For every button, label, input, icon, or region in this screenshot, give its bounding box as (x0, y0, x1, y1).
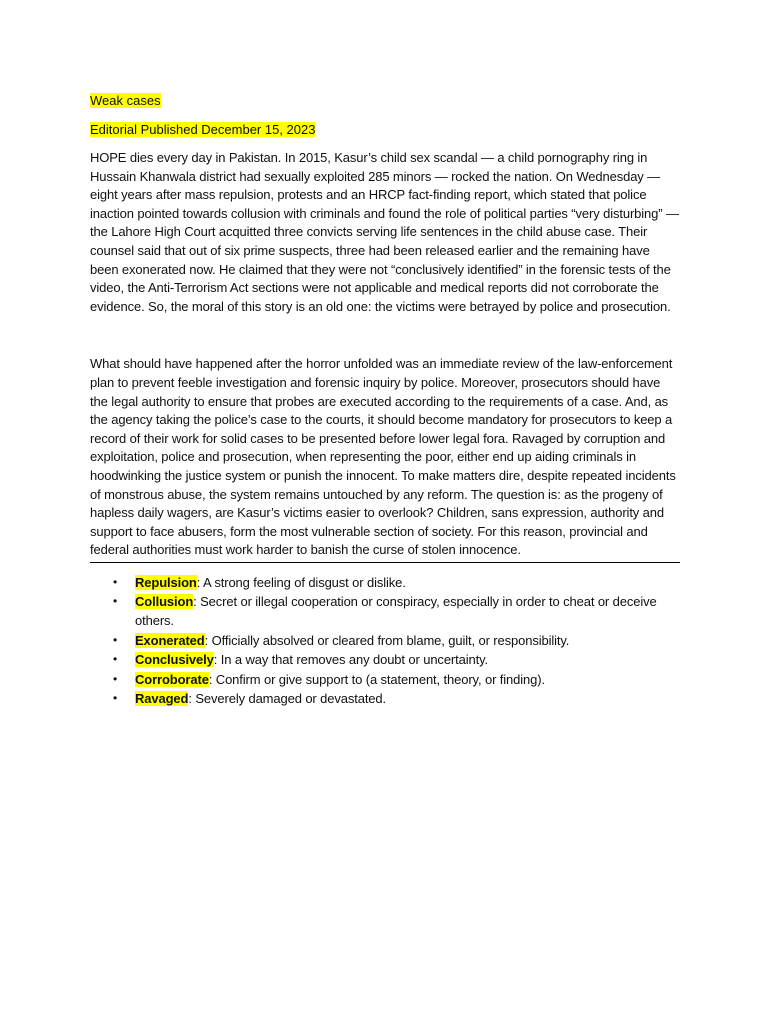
editorial-paragraph-1: HOPE dies every day in Pakistan. In 2015, Kasur’s child sex scandal — a child pornography ring in Hussain Khanwala district had sexually exploited 285 minors — rocked the nation. On Wednesday — eight years after mass repulsion, protests and an HRCP fact-finding report, which stated that police inaction pointed towards collusion with criminals and found the role of political parties “very disturbing” — the Lahore High Court acquitted three convicts serving life sentences in the child abuse case. Their counsel said that out of six prime suspects, three had been released earlier and the remaining have been exonerated now. He claimed that they were not “conclusively identified” in the forensic tests of the video, the Anti-Terrorism Act sections were not applicable and medical reports did not corroborate the evidence. So, the moral of this story is an old one: the victims were betrayed by police and prosecution. (90, 150, 679, 314)
bullet-icon: • (113, 652, 118, 667)
glossary-definition: : Confirm or give support to (a statement, theory, or finding). (208, 671, 545, 687)
glossary-item (90, 573, 680, 592)
glossary-definition: : A strong feeling of disgust or dislike. (196, 574, 406, 590)
glossary-definition: : Severely damaged or devastated. (188, 691, 387, 707)
glossary-term: Repulsion (135, 574, 197, 590)
glossary-definition: : Secret or illegal cooperation or conspiracy, especially in order to cheat or deceive others. (135, 594, 657, 629)
bullet-icon: • (113, 671, 118, 686)
bullet-icon: • (113, 594, 118, 609)
document-heading: Weak cases (90, 93, 161, 108)
glossary-item (90, 650, 680, 669)
glossary-term: Exonerated (135, 632, 205, 648)
glossary-item (90, 631, 680, 650)
glossary-term: Corroborate (135, 671, 209, 687)
glossary-item (90, 592, 680, 630)
document-page (90, 91, 680, 709)
document-subtitle-line (90, 120, 680, 139)
bullet-icon: • (113, 574, 118, 589)
glossary-item (90, 689, 680, 708)
glossary-list (90, 573, 680, 709)
bullet-icon: • (113, 691, 118, 706)
glossary-term: Collusion (135, 594, 194, 610)
bullet-icon: • (113, 632, 118, 647)
glossary-item (90, 670, 680, 689)
glossary-definition: : In a way that removes any doubt or uncertainty. (213, 652, 489, 668)
editorial-paragraph-2: What should have happened after the horror unfolded was an immediate review of the law-enforcement plan to prevent feeble investigation and forensic inquiry by police. Moreover, prosecutors should have the legal authority to ensure that probes are executed according to the requirements of a case. And, as the agency taking the police’s case to the courts, it should become mandatory for prosecutors to keep a record of their work for solid cases to be presented before lower legal fora. Ravaged by corruption and exploitation, police and prosecution, when representing the poor, either end up aiding criminals in hoodwinking the justice system or punish the innocent. To make matters dire, despite repeated incidents of monstrous abuse, the system remains untouched by any reform. The question is: as the progeny of hapless daily wagers, are Kasur’s victims easier to overlook? Children, sans expression, authority and support to face abusers, form the most vulnerable section of society. For this reason, provincial and federal authorities must work harder to banish the curse of stolen innocence. (90, 356, 676, 558)
glossary-term: Conclusively (135, 652, 214, 668)
document-title-line (90, 91, 680, 110)
section-divider (90, 562, 680, 563)
glossary-term: Ravaged (135, 691, 189, 707)
glossary-definition: : Officially absolved or cleared from blame, guilt, or responsibility. (204, 632, 570, 648)
document-subheading: Editorial Published December 15, 2023 (90, 122, 316, 137)
